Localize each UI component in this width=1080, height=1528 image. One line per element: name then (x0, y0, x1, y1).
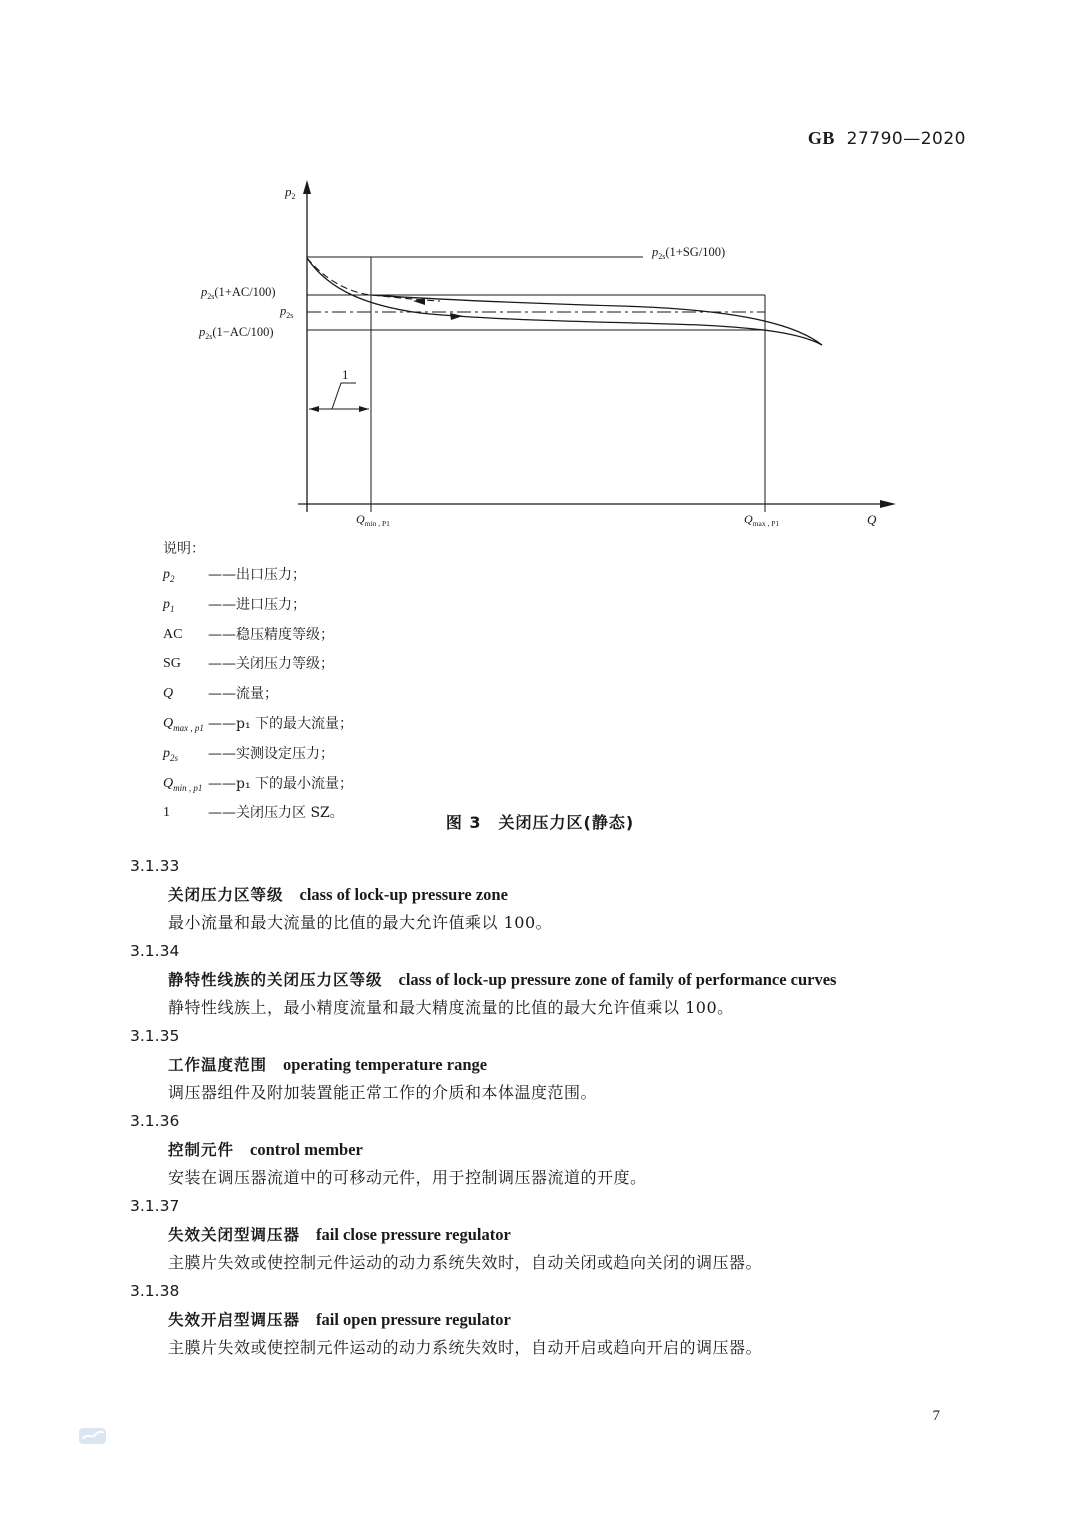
zone-arrow-left (309, 406, 319, 412)
legend-item: $p_{2s}$ ——实测设定压力； (163, 745, 334, 763)
clause (130, 1022, 950, 1107)
standard-code: 27790—2020 (846, 129, 966, 149)
term-heading: 关闭压力区等级 class of lock-up pressure zone (168, 885, 508, 904)
clause (130, 937, 950, 1022)
clause-number: 3.1.34 (130, 942, 180, 960)
legend-item: SG ——关闭压力等级； (163, 656, 334, 673)
sg-label: $p_{2s}(1+SG/100)$ (652, 245, 726, 261)
clause (130, 1277, 950, 1362)
legend-item: $p_1$ ——进口压力； (163, 596, 306, 614)
clause-number: 3.1.35 (130, 1027, 180, 1045)
clause-number: 3.1.33 (130, 857, 180, 875)
lower-curve (307, 258, 822, 345)
legend-heading: 说明： (163, 541, 205, 557)
clause (130, 1107, 950, 1192)
publisher-logo-icon (78, 1425, 108, 1447)
legend-item: $Q_{min , p1}$ ——p₁ 下的最小流量； (163, 775, 354, 793)
clause-number: 3.1.38 (130, 1282, 180, 1300)
curve-arrow-upper (413, 298, 425, 305)
term-heading: 失效开启型调压器 fail open pressure regulator (168, 1310, 511, 1329)
x-axis-arrow (880, 500, 896, 508)
figure-caption: 图 3 关闭压力区(静态) (445, 813, 635, 832)
page-number: 7 (932, 1408, 940, 1424)
term-heading: 失效关闭型调压器 fail close pressure regulator (168, 1225, 511, 1244)
qmax-label: $Q_{max , P1}$ (744, 512, 780, 528)
legend-item: $p_2$ ——出口压力； (163, 567, 306, 584)
ac-minus-label: $p_{2s}(1-AC/100)$ (199, 325, 274, 341)
term-definition: 主膜片失效或使控制元件运动的动力系统失效时，自动开启或趋向开启的调压器。 (168, 1338, 763, 1357)
lock-up-pressure-zone-figure (0, 170, 1080, 530)
legend-item: AC ——稳压精度等级； (163, 626, 334, 643)
clause (130, 1192, 950, 1277)
term-heading: 控制元件 control member (168, 1140, 363, 1159)
clause-number: 3.1.36 (130, 1112, 180, 1130)
term-definition: 安装在调压器流道中的可移动元件，用于控制调压器流道的开度。 (168, 1168, 647, 1187)
legend-item: Q ——流量； (163, 686, 278, 703)
upper-curve (371, 295, 822, 345)
term-definition: 静特性线族上，最小精度流量和最大精度流量的比值的最大允许值乘以 100。 (168, 998, 734, 1017)
p2s-label: $p_{2s}$ (280, 304, 294, 320)
term-definition: 最小流量和最大流量的比值的最大允许值乘以 100。 (168, 913, 553, 932)
standard-number (808, 128, 966, 149)
clause (130, 852, 950, 937)
zone-leader-line (332, 383, 356, 409)
legend-item: 1 ——关闭压力区 SZ。 (163, 805, 344, 822)
clause-list (130, 852, 950, 1362)
y-axis-arrow (303, 180, 311, 194)
legend-item: $Q_{max , p1}$ ——p₁ 下的最大流量； (163, 715, 354, 733)
ac-plus-label: $p_{2s}(1+AC/100)$ (201, 285, 276, 301)
curve-arrow-lower (450, 313, 463, 320)
term-definition: 调压器组件及附加装置能正常工作的介质和本体温度范围。 (168, 1083, 598, 1102)
zone-marker-label: 1 (342, 367, 349, 382)
term-heading: 工作温度范围 operating temperature range (168, 1055, 488, 1074)
standard-prefix: GB (807, 128, 835, 148)
figure-legend (163, 536, 353, 830)
x-axis-label: Q (867, 512, 877, 527)
term-heading: 静特性线族的关闭压力区等级 class of lock-up pressure zone of family of performance curves (168, 970, 837, 989)
term-definition: 主膜片失效或使控制元件运动的动力系统失效时，自动关闭或趋向关闭的调压器。 (168, 1253, 763, 1272)
y-axis-label: $p_2$ (285, 184, 296, 201)
qmin-label: $Q_{min , P1}$ (356, 512, 390, 528)
zone-arrow-right (359, 406, 369, 412)
clause-number: 3.1.37 (130, 1197, 180, 1215)
